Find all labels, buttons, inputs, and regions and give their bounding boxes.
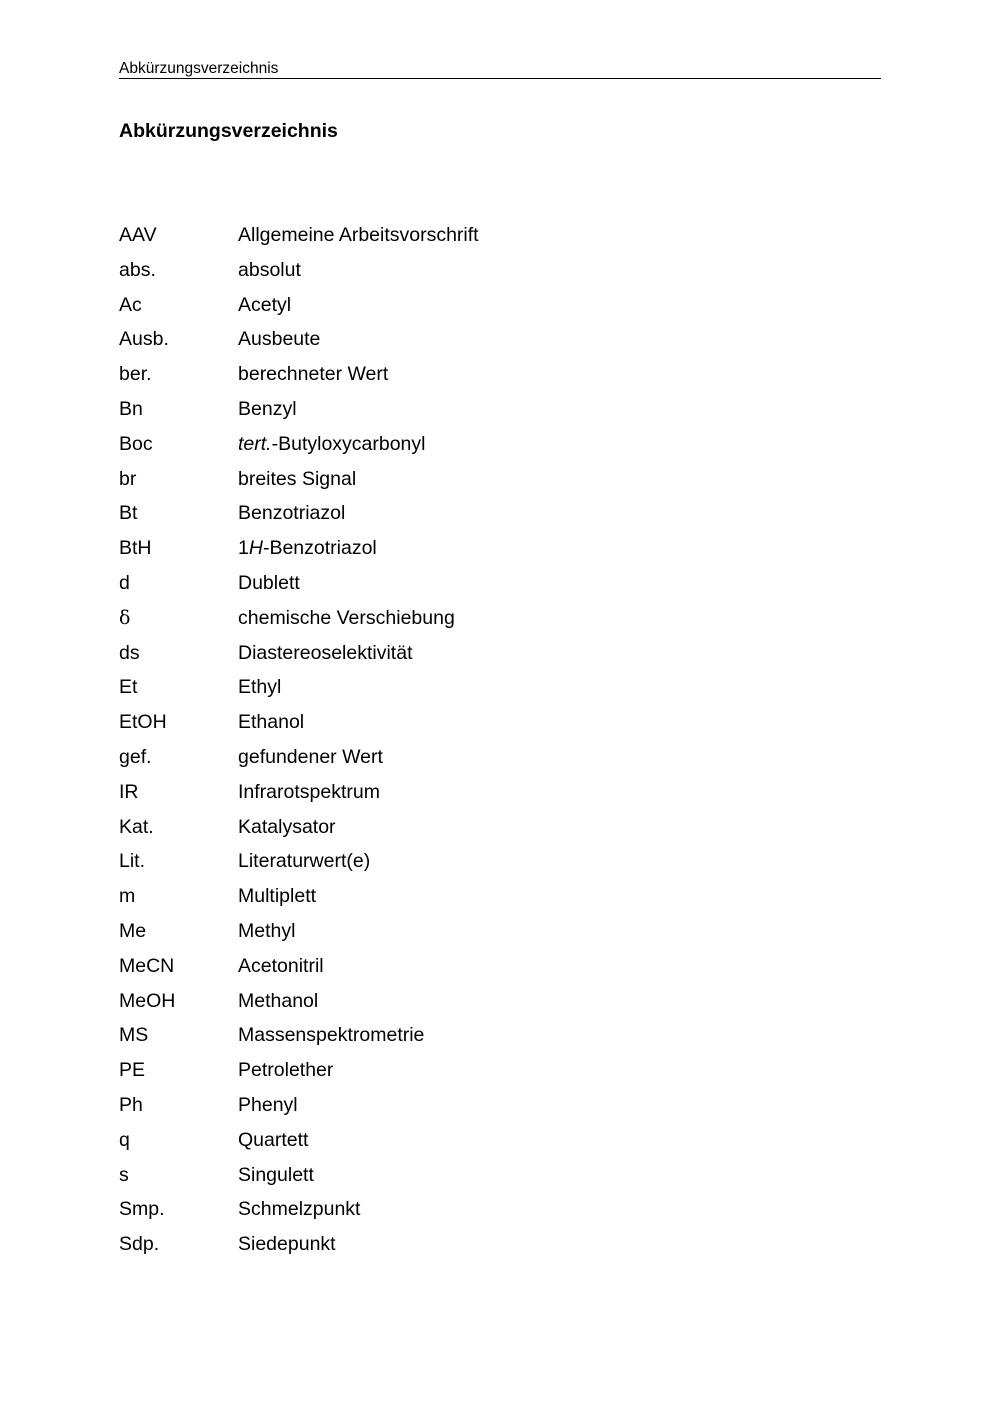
abbreviation-term: EtOH: [119, 711, 167, 734]
abbreviation-row: [119, 1091, 819, 1126]
abbreviation-term: Me: [119, 919, 147, 942]
abbreviation-row: [119, 847, 819, 882]
abbreviation-row: [119, 1161, 819, 1196]
abbreviation-term: Ac: [119, 293, 142, 316]
abbreviation-description: [238, 1021, 819, 1056]
abbreviation-term: IR: [119, 780, 139, 803]
abbreviation-row: [119, 360, 819, 395]
description-text: Benzotriazol: [238, 502, 346, 525]
abbreviation-row: [119, 291, 819, 326]
abbreviation-term: AAV: [119, 224, 157, 246]
description-text: Dublett: [238, 571, 300, 594]
abbreviation-row: [119, 917, 819, 952]
abbreviation-term: Sdp.: [119, 1233, 160, 1256]
abbreviation-term: MS: [119, 1024, 149, 1047]
description-text: Massenspektrometrie: [238, 1024, 425, 1047]
abbreviation-term: q: [119, 1128, 130, 1151]
description-text: Acetyl: [238, 293, 292, 316]
abbreviation-term: Et: [119, 676, 138, 699]
description-text: berechneter Wert: [238, 363, 389, 386]
abbreviation-row: [119, 673, 819, 708]
description-text: Quartett: [238, 1128, 309, 1151]
abbreviation-description: [238, 673, 819, 708]
abbreviation-description: [238, 1230, 819, 1265]
abbreviation-description: [238, 639, 819, 674]
abbreviation-description: [238, 708, 819, 743]
abbreviation-row: [119, 1195, 819, 1230]
abbreviation-row: [119, 430, 819, 465]
abbreviation-description: [238, 813, 819, 848]
abbreviation-description: [238, 256, 819, 291]
abbreviation-row: [119, 569, 819, 604]
description-text: Ausbeute: [238, 328, 321, 351]
abbreviation-row: [119, 256, 819, 291]
abbreviation-description: [238, 1091, 819, 1126]
abbreviation-row: [119, 1021, 819, 1056]
description-italic: H: [248, 537, 263, 560]
abbreviation-row: [119, 221, 819, 256]
abbreviation-term: PE: [119, 1059, 146, 1082]
abbreviation-row: [119, 534, 819, 569]
description-text: Diastereoselektivität: [238, 641, 413, 664]
abbreviation-row: [119, 1056, 819, 1091]
abbreviation-description: [238, 1056, 819, 1091]
description-text: Literaturwert(e): [238, 850, 371, 873]
abbreviation-description: [238, 325, 819, 360]
description-text: -Butyloxycarbonyl: [271, 432, 426, 455]
abbreviation-row: [119, 1126, 819, 1161]
abbreviation-term: gef.: [119, 745, 152, 768]
abbreviation-row: [119, 882, 819, 917]
abbreviation-list: [119, 221, 819, 1265]
description-text: Methanol: [238, 989, 319, 1012]
description-text: -Benzotriazol: [262, 537, 377, 560]
abbreviation-description: [238, 465, 819, 500]
abbreviation-description: [238, 221, 819, 256]
abbreviation-description: [238, 987, 819, 1022]
abbreviation-description: [238, 1195, 819, 1230]
description-text: Petrolether: [238, 1059, 334, 1082]
abbreviation-term: δ: [119, 606, 131, 629]
abbreviation-description: [238, 430, 819, 465]
description-text: Ethyl: [238, 676, 282, 699]
description-text: Schmelzpunkt: [238, 1198, 361, 1221]
description-text: Siedepunkt: [238, 1233, 336, 1256]
abbreviation-row: [119, 325, 819, 360]
abbreviation-term: d: [119, 571, 130, 594]
running-header-title: Abkürzungsverzeichnis: [119, 60, 279, 77]
abbreviation-row: [119, 778, 819, 813]
abbreviation-description: [238, 847, 819, 882]
description-text: Methyl: [238, 919, 296, 942]
abbreviation-description: [238, 917, 819, 952]
abbreviation-row: [119, 987, 819, 1022]
abbreviation-row: [119, 1230, 819, 1265]
abbreviation-term: Boc: [119, 432, 153, 455]
description-text: Infrarotspektrum: [238, 780, 380, 803]
description-text: Phenyl: [238, 1093, 298, 1116]
abbreviation-description: [238, 360, 819, 395]
abbreviation-description: [238, 499, 819, 534]
abbreviation-term: abs.: [119, 258, 156, 281]
abbreviation-term: Lit.: [119, 850, 146, 873]
abbreviation-term: Ausb.: [119, 328, 169, 351]
description-prefix: 1: [238, 537, 249, 560]
description-text: Singulett: [238, 1163, 314, 1186]
description-text: absolut: [238, 258, 301, 281]
abbreviation-term: br: [119, 467, 137, 490]
abbreviation-term: s: [119, 1163, 129, 1186]
abbreviation-description: [238, 778, 819, 813]
abbreviation-row: [119, 395, 819, 430]
description-text: Allgemeine Arbeitsvorschrift: [238, 224, 479, 246]
abbreviation-row: [119, 604, 819, 639]
page-title: Abkürzungsverzeichnis: [119, 120, 338, 142]
abbreviation-row: [119, 499, 819, 534]
abbreviation-row: [119, 743, 819, 778]
running-header: [119, 59, 881, 79]
abbreviation-description: [238, 1161, 819, 1196]
abbreviation-term: MeOH: [119, 989, 176, 1012]
description-text: Ethanol: [238, 711, 305, 734]
abbreviation-description: [238, 604, 819, 639]
abbreviation-description: [238, 952, 819, 987]
abbreviation-description: [238, 291, 819, 326]
abbreviation-description: [238, 1126, 819, 1161]
abbreviation-term: MeCN: [119, 954, 175, 977]
abbreviation-row: [119, 952, 819, 987]
description-italic: tert.: [238, 432, 272, 455]
abbreviation-term: Bt: [119, 502, 138, 525]
abbreviation-term: Smp.: [119, 1198, 165, 1221]
abbreviation-term: m: [119, 885, 136, 908]
abbreviation-term: BtH: [119, 537, 152, 560]
abbreviation-row: [119, 708, 819, 743]
abbreviation-description: [238, 569, 819, 604]
description-text: breites Signal: [238, 467, 357, 490]
description-text: Multiplett: [238, 885, 317, 908]
abbreviation-term: ber.: [119, 363, 152, 386]
abbreviation-term: Kat.: [119, 815, 154, 838]
description-text: Benzyl: [238, 397, 297, 420]
abbreviation-term: ds: [119, 641, 140, 664]
abbreviation-description: [238, 882, 819, 917]
abbreviation-row: [119, 639, 819, 674]
abbreviation-description: [238, 395, 819, 430]
abbreviation-description: [238, 534, 819, 569]
abbreviation-row: [119, 813, 819, 848]
abbreviation-term: Bn: [119, 397, 143, 420]
abbreviation-description: [238, 743, 819, 778]
description-text: chemische Verschiebung: [238, 606, 455, 629]
description-text: Katalysator: [238, 815, 336, 838]
abbreviation-term: Ph: [119, 1093, 143, 1116]
description-text: Acetonitril: [238, 954, 324, 977]
abbreviation-row: [119, 465, 819, 500]
description-text: gefundener Wert: [238, 745, 383, 768]
